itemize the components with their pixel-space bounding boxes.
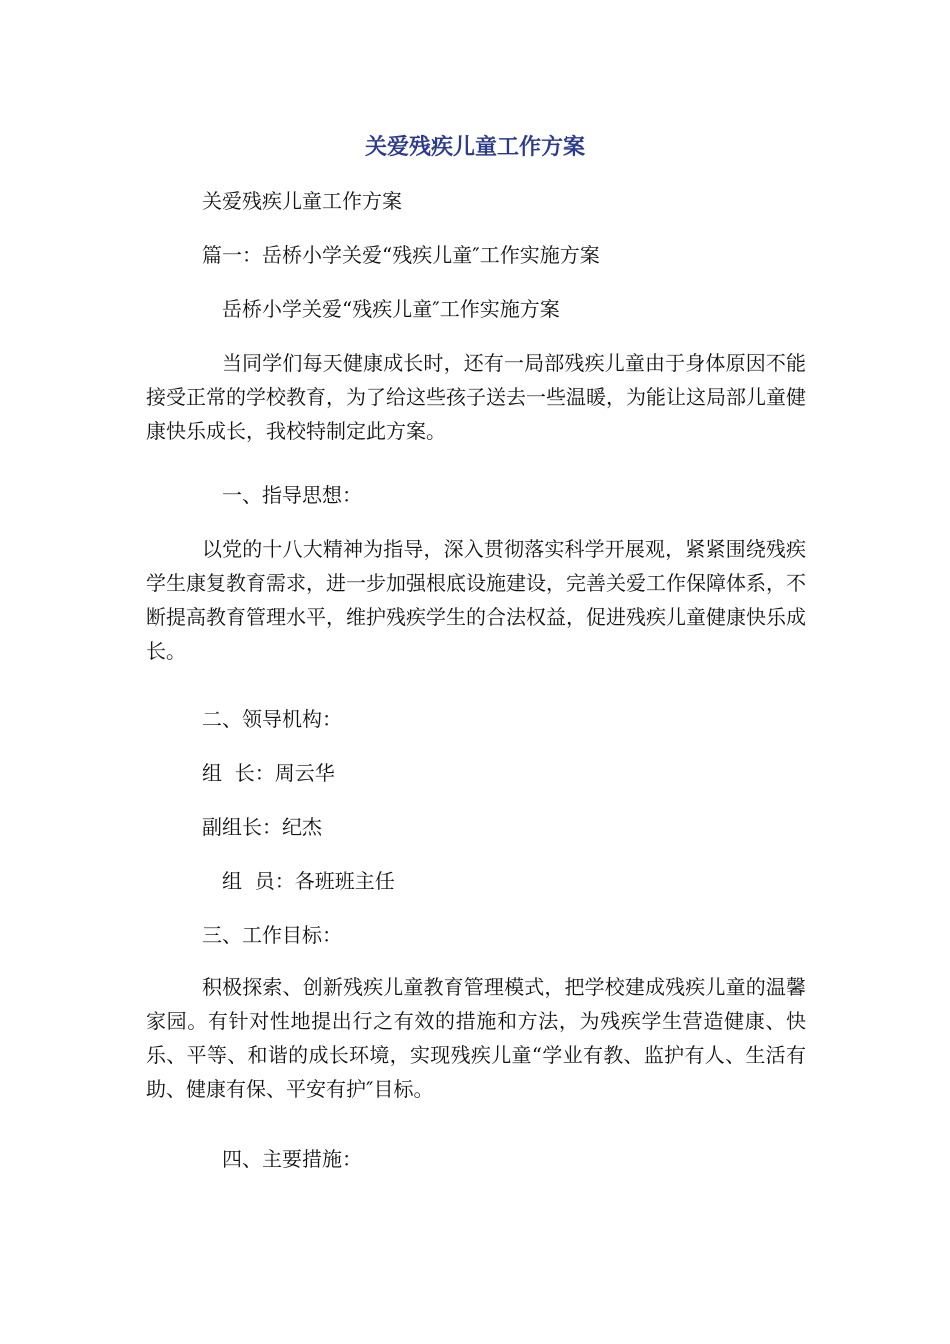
plan-title: 岳桥小学关爱“残疾儿童″工作实施方案 [222,297,560,321]
chapter-heading: 篇一：岳桥小学关爱“残疾儿童″工作实施方案 [202,243,600,267]
leader-line: 组 长：周云华 [202,761,335,785]
section1-heading: 一、指导思想： [222,483,362,507]
document-subtitle: 关爱残疾儿童工作方案 [202,189,402,213]
intro-paragraph: 当同学们每天健康成长时，还有一局部残疾儿童由于身体原因不能接受正常的学校教育，为了给这些孩子送去一些温暖，为能让这局部儿童健康快乐成长，我校特制定此方案。 [146,351,806,443]
section4-heading: 四、主要措施： [222,1147,362,1171]
section1-body: 以党的十八大精神为指导，深入贯彻落实科学开展观，紧紧围绕残疾学生康复教育需求，进一步加强根底设施建设，完善关爱工作保障体系，不断提高教育管理水平，维护残疾学生的合法权益，促进残疾儿童健康快乐成长。 [146,537,806,663]
section3-body: 积极探索、创新残疾儿童教育管理模式，把学校建成残疾儿童的温馨家园。有针对性地提出行之有效的措施和方法，为残疾学生营造健康、快乐、平等、和谐的成长环境，实现残疾儿童“学业有教、监护有人、生活有助、健康有保、平安有护″目标。 [146,975,806,1101]
deputy-line: 副组长：纪杰 [202,815,322,839]
section2-heading: 二、领导机构： [202,707,342,731]
members-line: 组 员：各班班主任 [222,869,395,893]
document-title: 关爱残疾儿童工作方案 [364,135,585,160]
section3-heading: 三、工作目标： [202,923,342,947]
